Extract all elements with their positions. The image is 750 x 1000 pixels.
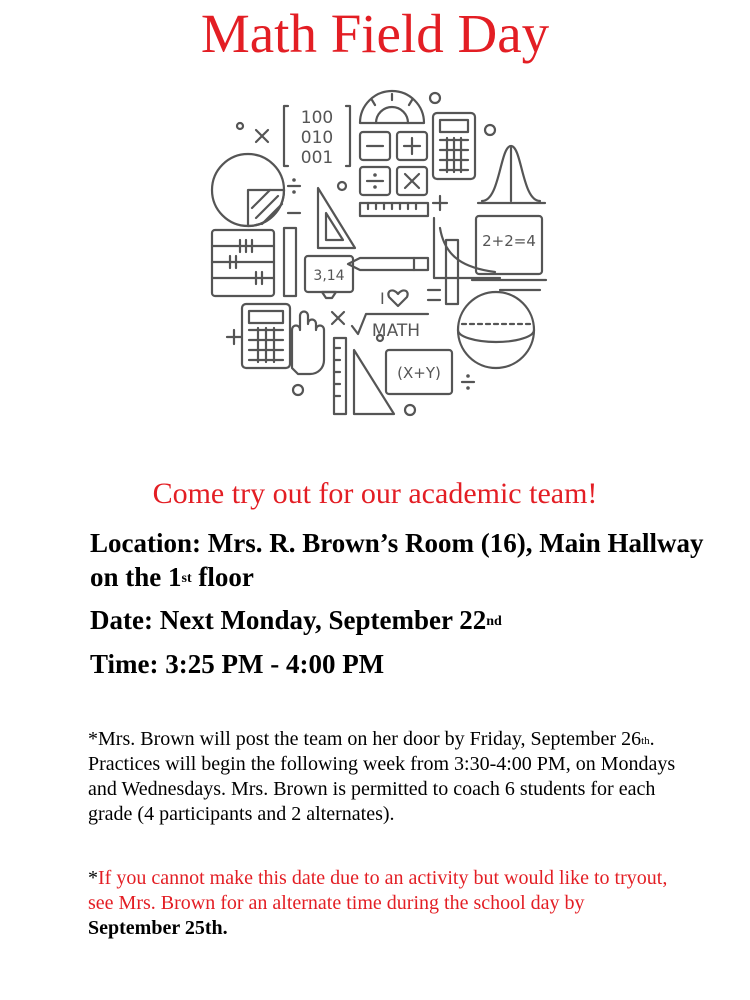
calculator-icon <box>433 113 475 179</box>
svg-text:3,14: 3,14 <box>313 268 345 284</box>
alternate-time-note: *If you cannot make this date due to an activity but would like to tryout, see Mrs. Brown for an alternate time during the school day by September 25th. <box>88 867 668 939</box>
deadline-date: September 25th. <box>88 917 228 939</box>
pencil-icon <box>348 258 428 270</box>
math-icons-illustration <box>200 68 560 428</box>
abacus-icon <box>212 230 274 296</box>
tagline: Come try out for our academic team! <box>152 477 598 510</box>
svg-text:2+2=4: 2+2=4 <box>482 232 536 250</box>
page-title: Math Field Day <box>200 3 550 64</box>
svg-text:(X+Y): (X+Y) <box>397 364 441 382</box>
pi-screen-icon <box>305 256 353 298</box>
operators-icon <box>360 132 427 195</box>
bell-curve-icon <box>478 146 545 203</box>
sphere-icon <box>458 292 534 368</box>
binary-grid-icon <box>284 106 350 168</box>
svg-text:MATH: MATH <box>371 321 421 341</box>
svg-text:001: 001 <box>300 148 334 168</box>
svg-text:010: 010 <box>300 128 334 148</box>
protractor-icon <box>360 91 424 123</box>
svg-text:100: 100 <box>300 108 334 128</box>
heart-math-icon <box>352 289 440 341</box>
date-line: Date: Next Monday, September 22nd <box>90 605 502 635</box>
location-line: Location: Mrs. R. Brown’s Room (16), Main Hallway on the 1st floor <box>90 528 704 592</box>
calculator-small-icon <box>242 304 290 368</box>
hand-icon <box>292 312 324 375</box>
triangle-ruler-icon <box>318 188 355 248</box>
formula-icon <box>386 350 452 394</box>
pie-chart-icon <box>212 154 284 226</box>
time-line: Time: 3:25 PM - 4:00 PM <box>90 649 385 679</box>
team-posting-note: *Mrs. Brown will post the team on her door by Friday, September 26th. Practices will begin the following week from 3:30-4:00 PM, on Mondays and Wednesdays. Mrs. Brown is permitted to coach 6 students for each grade (4 participants and 2 alternates). <box>88 728 676 825</box>
svg-text:I: I <box>380 289 385 308</box>
